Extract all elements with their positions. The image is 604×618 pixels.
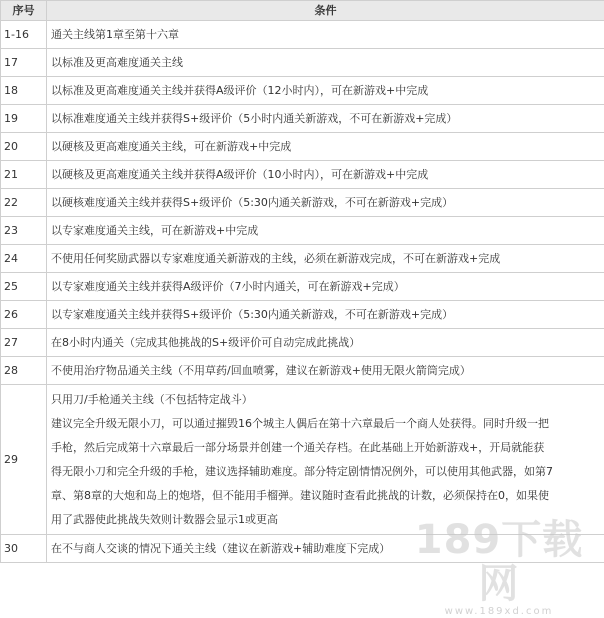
watermark-url: www.189xd.com xyxy=(404,606,594,618)
row-condition: 不使用任何奖励武器以专家难度通关新游戏的主线，必须在新游戏完成，不可在新游戏+完成 xyxy=(47,245,604,273)
row-condition: 在不与商人交谈的情况下通关主线（建议在新游戏+辅助难度下完成） xyxy=(47,535,604,563)
table-row xyxy=(1,329,604,357)
table-row xyxy=(1,77,604,105)
row-id: 19 xyxy=(1,105,47,133)
table-row xyxy=(1,273,604,301)
watermark-brand: 189下载网 xyxy=(404,518,594,606)
row-condition: 以标准难度通关主线并获得S+级评价（5小时内通关新游戏，不可在新游戏+完成） xyxy=(47,105,604,133)
row-condition: 在8小时内通关（完成其他挑战的S+级评价可自动完成此挑战） xyxy=(47,329,604,357)
table-row xyxy=(1,245,604,273)
row-id: 25 xyxy=(1,273,47,301)
row-condition: 以硬核难度通关主线并获得S+级评价（5:30内通关新游戏，不可在新游戏+完成） xyxy=(47,189,604,217)
condition-line: 章、第8章的大炮和岛上的炮塔，但不能用手榴弹。建议随时查看此挑战的计数，必须保持在0，如果使 xyxy=(51,484,600,508)
table-row xyxy=(1,217,604,245)
column-header-condition: 条件 xyxy=(47,1,604,21)
row-condition: 以硬核及更高难度通关主线，可在新游戏+中完成 xyxy=(47,133,604,161)
row-condition: 以专家难度通关主线并获得S+级评价（5:30内通关新游戏，不可在新游戏+完成） xyxy=(47,301,604,329)
row-id: 1-16 xyxy=(1,21,47,49)
row-id: 17 xyxy=(1,49,47,77)
row-id: 30 xyxy=(1,535,47,563)
row-condition: 以硬核及更高难度通关主线并获得A级评价（10小时内），可在新游戏+中完成 xyxy=(47,161,604,189)
table-row xyxy=(1,21,604,49)
row-id: 21 xyxy=(1,161,47,189)
table-row xyxy=(1,385,604,535)
condition-line: 得无限小刀和完全升级的手枪，建议选择辅助难度。部分特定剧情情况例外，可以使用其他武器，如第7 xyxy=(51,460,600,484)
row-condition: 以标准及更高难度通关主线 xyxy=(47,49,604,77)
row-condition: 通关主线第1章至第十六章 xyxy=(47,21,604,49)
row-id: 18 xyxy=(1,77,47,105)
condition-line: 手枪，然后完成第十六章最后一部分场景并创建一个通关存档。在此基础上开始新游戏+，开局就能获 xyxy=(51,436,600,460)
table-row xyxy=(1,161,604,189)
row-condition-multiline xyxy=(47,385,604,535)
row-condition: 不使用治疗物品通关主线（不用草药/回血喷雾，建议在新游戏+使用无限火箭筒完成） xyxy=(47,357,604,385)
table-row xyxy=(1,189,604,217)
row-id: 23 xyxy=(1,217,47,245)
row-id: 29 xyxy=(1,385,47,535)
condition-line: 用了武器使此挑战失效则计数器会显示1或更高 xyxy=(51,508,600,532)
table-row xyxy=(1,105,604,133)
row-id: 27 xyxy=(1,329,47,357)
row-id: 26 xyxy=(1,301,47,329)
row-id: 24 xyxy=(1,245,47,273)
row-id: 20 xyxy=(1,133,47,161)
row-condition: 以专家难度通关主线并获得A级评价（7小时内通关，可在新游戏+完成） xyxy=(47,273,604,301)
column-header-id: 序号 xyxy=(1,1,47,21)
table-row xyxy=(1,535,604,563)
condition-line: 建议完全升级无限小刀，可以通过摧毁16个城主人偶后在第十六章最后一个商人处获得。同时升级一把 xyxy=(51,412,600,436)
table-header-row xyxy=(1,1,604,21)
row-condition: 以标准及更高难度通关主线并获得A级评价（12小时内），可在新游戏+中完成 xyxy=(47,77,604,105)
table-row xyxy=(1,49,604,77)
row-id: 28 xyxy=(1,357,47,385)
row-id: 22 xyxy=(1,189,47,217)
table-row xyxy=(1,301,604,329)
condition-line: 只用刀/手枪通关主线（不包括特定战斗） xyxy=(51,388,600,412)
table-row xyxy=(1,133,604,161)
row-condition: 以专家难度通关主线，可在新游戏+中完成 xyxy=(47,217,604,245)
table-row xyxy=(1,357,604,385)
